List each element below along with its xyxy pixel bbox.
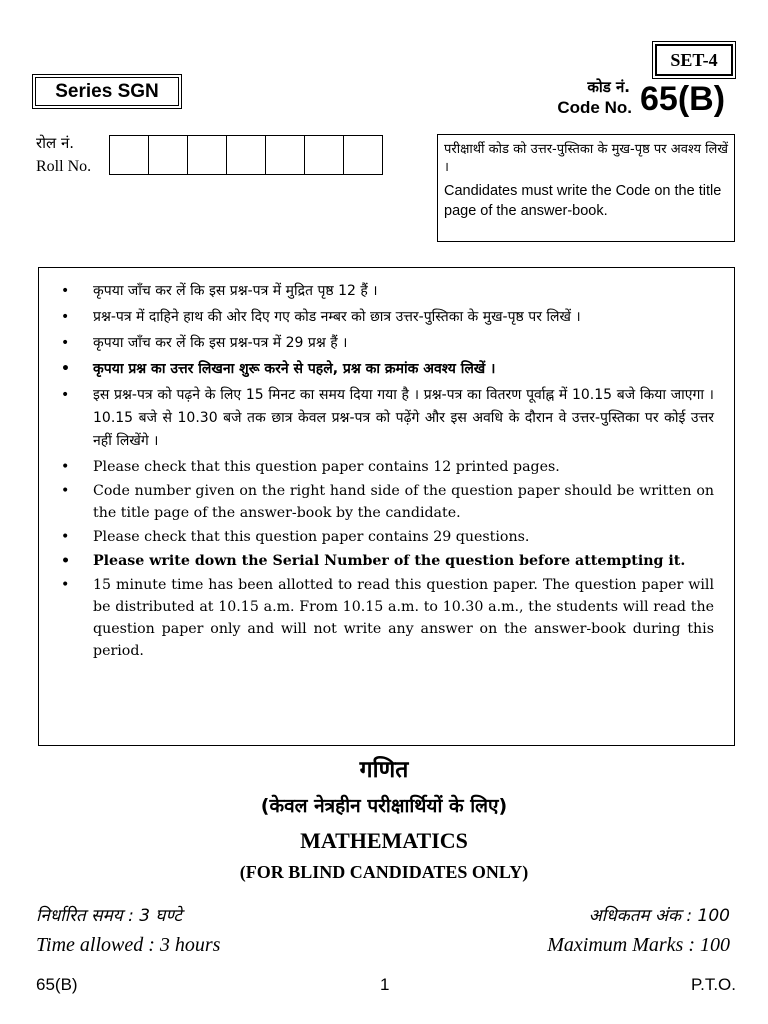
instruction-item bbox=[61, 358, 714, 381]
subject-subtitle-hindi: (केवल नेत्रहीन परीक्षार्थियों के लिए) bbox=[260, 795, 508, 817]
instruction-item bbox=[61, 384, 714, 453]
instruction-item bbox=[61, 526, 714, 548]
roll-number-cell[interactable] bbox=[227, 136, 266, 174]
instruction-text: Please check that this question paper contains 12 printed pages. bbox=[93, 459, 560, 475]
bullet-icon: • bbox=[61, 387, 70, 403]
time-allowed-english: Time allowed : 3 hours bbox=[36, 934, 221, 956]
page-number: 1 bbox=[380, 975, 390, 994]
roll-label-hindi: रोल नं. bbox=[36, 134, 75, 152]
instruction-text: Please write down the Serial Number of the question before attempting it. bbox=[93, 553, 686, 569]
subject-title-hindi: गणित bbox=[359, 757, 409, 783]
bullet-icon: • bbox=[61, 577, 70, 593]
instructions-box bbox=[38, 267, 735, 746]
instruction-text: प्रश्न-पत्र में दाहिने हाथ की ओर दिए गए कोड नम्बर को छात्र उत्तर-पुस्तिका के मुख-पृष्ठ पर लिखें । bbox=[93, 309, 581, 325]
instructions-list bbox=[61, 280, 714, 662]
code-notice-hindi: परीक्षार्थी कोड को उत्तर-पुस्तिका के मुख-पृष्ठ पर अवश्य लिखें । bbox=[444, 142, 728, 175]
instruction-item bbox=[61, 574, 714, 662]
roll-number-cell[interactable] bbox=[188, 136, 227, 174]
set-label: SET-4 bbox=[655, 44, 733, 76]
instruction-text: कृपया जाँच कर लें कि इस प्रश्न-पत्र में मुद्रित पृष्ठ 12 हैं । bbox=[93, 283, 378, 299]
bullet-icon: • bbox=[61, 459, 70, 475]
time-allowed-hindi: निर्धारित समय : 3 घण्टे bbox=[36, 906, 182, 926]
code-notice-english: Candidates must write the Code on the title page of the answer-book. bbox=[444, 183, 722, 219]
instruction-item bbox=[61, 280, 714, 303]
instruction-text: इस प्रश्न-पत्र को पढ़ने के लिए 15 मिनट का समय दिया गया है । प्रश्न-पत्र का वितरण पूर्वाह्न में 10.15 बजे किया जाएगा । 10.15 बजे से 10.30 बजे तक छात्र केवल प्रश्न-पत्र को पढ़ेंगे और इस अवधि के दौरान वे उत्तर-पुस्तिका पर कोई उत्तर नहीं लिखेंगे । bbox=[93, 387, 714, 449]
instruction-text: 15 minute time has been allotted to read this question paper. The question paper will be distributed at 10.15 a.m. From 10.15 a.m. to 10.30 a.m., the students will read the question paper only and will not write any answer on the answer-book during this period. bbox=[93, 577, 714, 659]
code-label-hindi: कोड नं. bbox=[587, 78, 630, 96]
roll-number-cell[interactable] bbox=[110, 136, 149, 174]
max-marks-hindi: अधिकतम अंक : 100 bbox=[588, 906, 730, 926]
footer-code: 65(B) bbox=[36, 975, 78, 994]
instruction-item bbox=[61, 550, 714, 572]
bullet-icon: • bbox=[61, 553, 71, 569]
subject-subtitle-english: (FOR BLIND CANDIDATES ONLY) bbox=[239, 862, 529, 882]
roll-label-english: Roll No. bbox=[36, 158, 92, 175]
roll-number-cell[interactable] bbox=[266, 136, 305, 174]
roll-number-cell[interactable] bbox=[149, 136, 188, 174]
bullet-icon: • bbox=[61, 483, 70, 499]
roll-number-cell[interactable] bbox=[305, 136, 344, 174]
instruction-text: कृपया प्रश्न का उत्तर लिखना शुरू करने से पहले, प्रश्न का क्रमांक अवश्य लिखें । bbox=[93, 361, 496, 377]
bullet-icon: • bbox=[61, 283, 70, 299]
max-marks-english: Maximum Marks : 100 bbox=[547, 934, 730, 956]
code-value: 65(B) bbox=[640, 80, 726, 118]
code-label-english: Code No. bbox=[557, 98, 632, 117]
instruction-text: Code number given on the right hand side of the question paper should be written on the title page of the answer-book by the candidate. bbox=[93, 483, 714, 521]
subject-title-english: MATHEMATICS bbox=[300, 828, 468, 853]
instruction-item bbox=[61, 306, 714, 329]
instruction-item bbox=[61, 332, 714, 355]
instruction-item bbox=[61, 456, 714, 478]
roll-number-cell[interactable] bbox=[344, 136, 382, 174]
bullet-icon: • bbox=[61, 335, 70, 351]
bullet-icon: • bbox=[61, 529, 70, 545]
roll-number-grid bbox=[109, 135, 383, 175]
series-label: Series SGN bbox=[35, 77, 179, 106]
bullet-icon: • bbox=[61, 309, 70, 325]
pto-label: P.T.O. bbox=[690, 975, 736, 994]
instruction-text: Please check that this question paper contains 29 questions. bbox=[93, 529, 530, 545]
instruction-text: कृपया जाँच कर लें कि इस प्रश्न-पत्र में 29 प्रश्न हैं । bbox=[93, 335, 348, 351]
code-notice-box bbox=[437, 134, 735, 242]
bullet-icon: • bbox=[61, 361, 70, 377]
instruction-item bbox=[61, 480, 714, 524]
